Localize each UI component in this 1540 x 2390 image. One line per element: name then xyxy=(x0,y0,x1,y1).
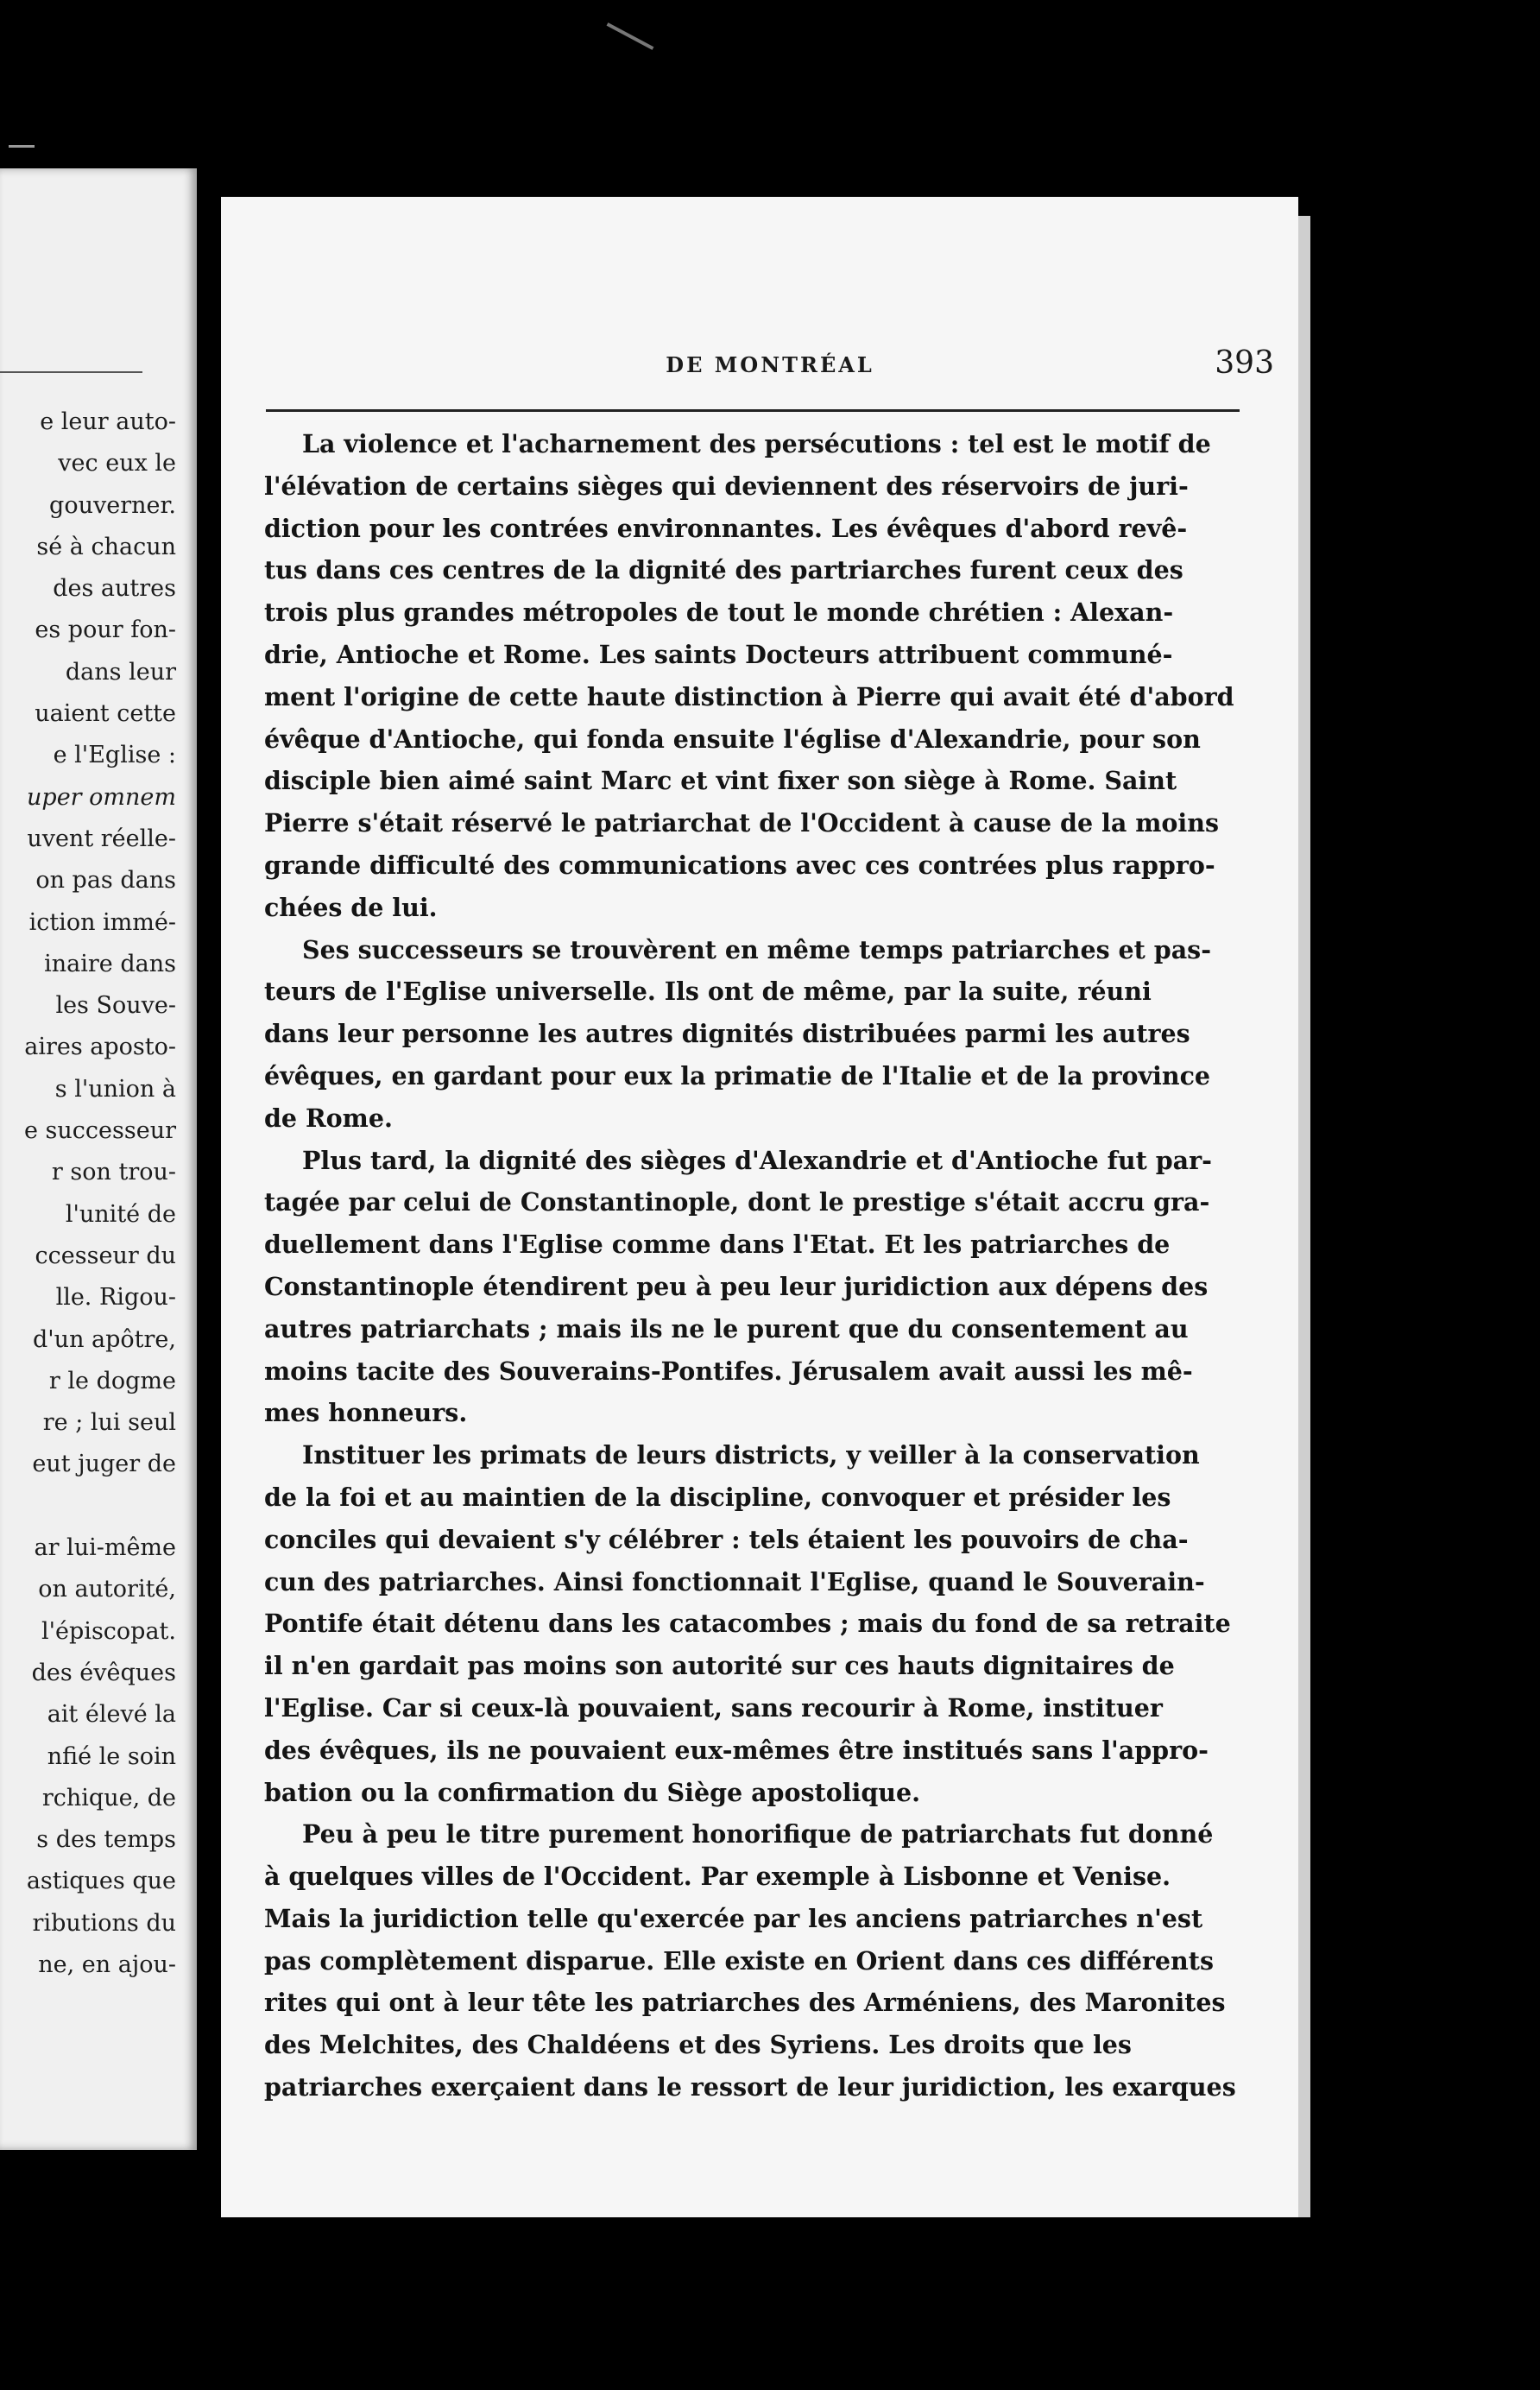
text-line: conciles qui devaient s'y célébrer : tels étaient les pouvoirs de cha- xyxy=(264,1524,1189,1554)
text-line: teurs de l'Eglise universelle. Ils ont de même, par la suite, réuni xyxy=(264,977,1152,1007)
left-page-line: uaient cette xyxy=(35,700,176,728)
text-line: duellement dans l'Eglise comme dans l'Etat. Et les patriarches de xyxy=(264,1230,1171,1260)
left-page-line: s des temps xyxy=(36,1826,176,1854)
left-page-text xyxy=(24,401,176,1986)
left-page-line: les Souve- xyxy=(55,992,176,1020)
text-line: autres patriarchats ; mais ils ne le purent que du consentement au xyxy=(264,1313,1189,1344)
paragraph xyxy=(264,1813,1240,2109)
left-page-line: ributions du xyxy=(32,1909,176,1937)
text-line: trois plus grandes métropoles de tout le monde chrétien : Alexan- xyxy=(264,598,1174,628)
text-line: Constantinople étendirent peu à peu leur juridiction aux dépens des xyxy=(264,1271,1209,1301)
text-line: chées de lui. xyxy=(264,892,438,922)
left-page-line: gouverner. xyxy=(49,491,176,519)
text-line: évêque d'Antioche, qui fonda ensuite l'église d'Alexandrie, pour son xyxy=(264,724,1201,754)
paragraph xyxy=(264,423,1240,929)
left-page-line: uper omnem xyxy=(27,783,176,811)
text-line: à quelques villes de l'Occident. Par exemple à Lisbonne et Venise. xyxy=(264,1862,1171,1892)
text-line: de Rome. xyxy=(264,1103,393,1133)
text-line: Pontife était détenu dans les catacombes ; mais du fond de sa retraite xyxy=(264,1609,1231,1639)
text-line: diction pour les contrées environnantes. Les évêques d'abord revê- xyxy=(264,513,1188,543)
text-line: bation ou la confirmation du Siège apostolique. xyxy=(264,1777,921,1807)
text-line: Pierre s'était réservé le patriarchat de l'Occident à cause de la moins xyxy=(264,808,1220,838)
left-page-line xyxy=(24,1486,176,1527)
text-line: moins tacite des Souverains-Pontifes. Jérusalem avait aussi les mê- xyxy=(264,1356,1193,1386)
text-line: des évêques, ils ne pouvaient eux-mêmes être institués sans l'appro- xyxy=(264,1735,1209,1765)
page-edge xyxy=(1298,216,1310,2217)
body-text xyxy=(264,423,1240,2109)
left-page-line: s l'union à xyxy=(54,1075,176,1103)
left-page-line: vec eux le xyxy=(58,450,176,477)
text-line: de la foi et au maintien de la discipline, convoquer et présider les xyxy=(264,1482,1171,1512)
left-page-line: r son trou- xyxy=(51,1159,176,1186)
text-line: Plus tard, la dignité des sièges d'Alexandrie et d'Antioche fut par- xyxy=(302,1145,1212,1175)
page-number: 393 xyxy=(1215,345,1274,381)
left-page-line: e successeur xyxy=(23,1117,176,1145)
left-page-line: d'un apôtre, xyxy=(32,1325,176,1353)
left-page-line: l'épiscopat. xyxy=(41,1617,176,1645)
left-page-line: re ; lui seul xyxy=(42,1409,176,1437)
left-page-line: l'unité de xyxy=(65,1200,176,1228)
left-page-line: es pour fon- xyxy=(35,616,176,644)
left-page-line: on pas dans xyxy=(35,867,176,895)
paragraph xyxy=(264,1434,1240,1813)
text-line: cun des patriarches. Ainsi fonctionnait l'Eglise, quand le Souverain- xyxy=(264,1566,1205,1596)
text-line: disciple bien aimé saint Marc et vint fixer son siège à Rome. Saint xyxy=(264,766,1177,796)
left-page xyxy=(0,168,197,2150)
left-page-line: r le dogme xyxy=(48,1367,176,1394)
text-line: rites qui ont à leur tête les patriarches des Arméniens, des Maronites xyxy=(264,1988,1226,2018)
text-line: dans leur personne les autres dignités distribuées parmi les autres xyxy=(264,1019,1190,1049)
text-line: ment l'origine de cette haute distinction à Pierre qui avait été d'abord xyxy=(264,681,1234,711)
left-page-line: uvent réelle- xyxy=(27,825,176,852)
left-page-line: aires aposto- xyxy=(24,1034,176,1061)
text-line: tagée par celui de Constantinople, dont le prestige s'était accru gra- xyxy=(264,1187,1210,1217)
left-page-line: nfié le soin xyxy=(47,1742,176,1770)
text-line: il n'en gardait pas moins son autorité sur ces hauts dignitaires de xyxy=(264,1651,1175,1681)
header-rule xyxy=(266,409,1240,412)
scan-artifact xyxy=(607,22,654,50)
text-line: drie, Antioche et Rome. Les saints Docteurs attribuent communé- xyxy=(264,639,1173,669)
text-line: patriarches exerçaient dans le ressort de leur juridiction, les exarques xyxy=(264,2072,1236,2102)
text-line: grande difficulté des communications avec ces contrées plus rappro- xyxy=(264,850,1215,880)
left-page-line: e leur auto- xyxy=(40,408,176,435)
text-line: tus dans ces centres de la dignité des partriarches furent ceux des xyxy=(264,555,1183,585)
left-page-line: astiques que xyxy=(26,1868,176,1895)
text-line: Peu à peu le titre purement honorifique de patriarchats fut donné xyxy=(302,1819,1214,1849)
left-page-line: inaire dans xyxy=(44,950,176,977)
running-head: DE MONTRÉAL xyxy=(666,352,874,377)
right-page xyxy=(221,197,1298,2217)
left-page-line: iction immé- xyxy=(28,908,176,936)
left-page-line: eut juger de xyxy=(32,1451,176,1478)
left-page-line: rchique, de xyxy=(41,1784,176,1811)
paragraph xyxy=(264,929,1240,1140)
left-page-line: dans leur xyxy=(65,658,176,686)
left-page-line: ne, en ajou- xyxy=(38,1951,176,1978)
paragraph xyxy=(264,1140,1240,1435)
scan-artifact xyxy=(9,145,35,148)
left-page-line: des autres xyxy=(53,575,176,603)
left-page-line: on autorité, xyxy=(38,1576,176,1603)
text-line: Instituer les primats de leurs districts, y veiller à la conservation xyxy=(302,1440,1200,1470)
text-line: La violence et l'acharnement des persécutions : tel est le motif de xyxy=(302,429,1211,458)
text-line: des Melchites, des Chaldéens et des Syriens. Les droits que les xyxy=(264,2030,1132,2060)
text-line: évêques, en gardant pour eux la primatie de l'Italie et de la province xyxy=(264,1060,1211,1091)
text-line: Mais la juridiction telle qu'exercée par les anciens patriarches n'est xyxy=(264,1903,1203,1933)
text-line: Ses successeurs se trouvèrent en même temps patriarches et pas- xyxy=(302,934,1212,964)
left-page-line: ar lui-même xyxy=(34,1534,176,1562)
left-page-line: ccesseur du xyxy=(35,1242,176,1269)
text-line: l'Eglise. Car si ceux-là pouvaient, sans recourir à Rome, instituer xyxy=(264,1692,1163,1723)
text-line: mes honneurs. xyxy=(264,1398,468,1428)
text-line: l'élévation de certains sièges qui deviennent des réservoirs de juri- xyxy=(264,471,1189,501)
page-header xyxy=(266,345,1274,394)
text-line: pas complètement disparue. Elle existe en Orient dans ces différents xyxy=(264,1945,1214,1976)
left-page-line: lle. Rigou- xyxy=(55,1284,176,1312)
left-page-line: ait élevé la xyxy=(47,1701,176,1729)
left-page-line: sé à chacun xyxy=(36,533,176,560)
left-page-line: e l'Eglise : xyxy=(53,742,176,769)
left-page-line: des évêques xyxy=(31,1659,176,1686)
left-page-rule xyxy=(0,371,142,373)
